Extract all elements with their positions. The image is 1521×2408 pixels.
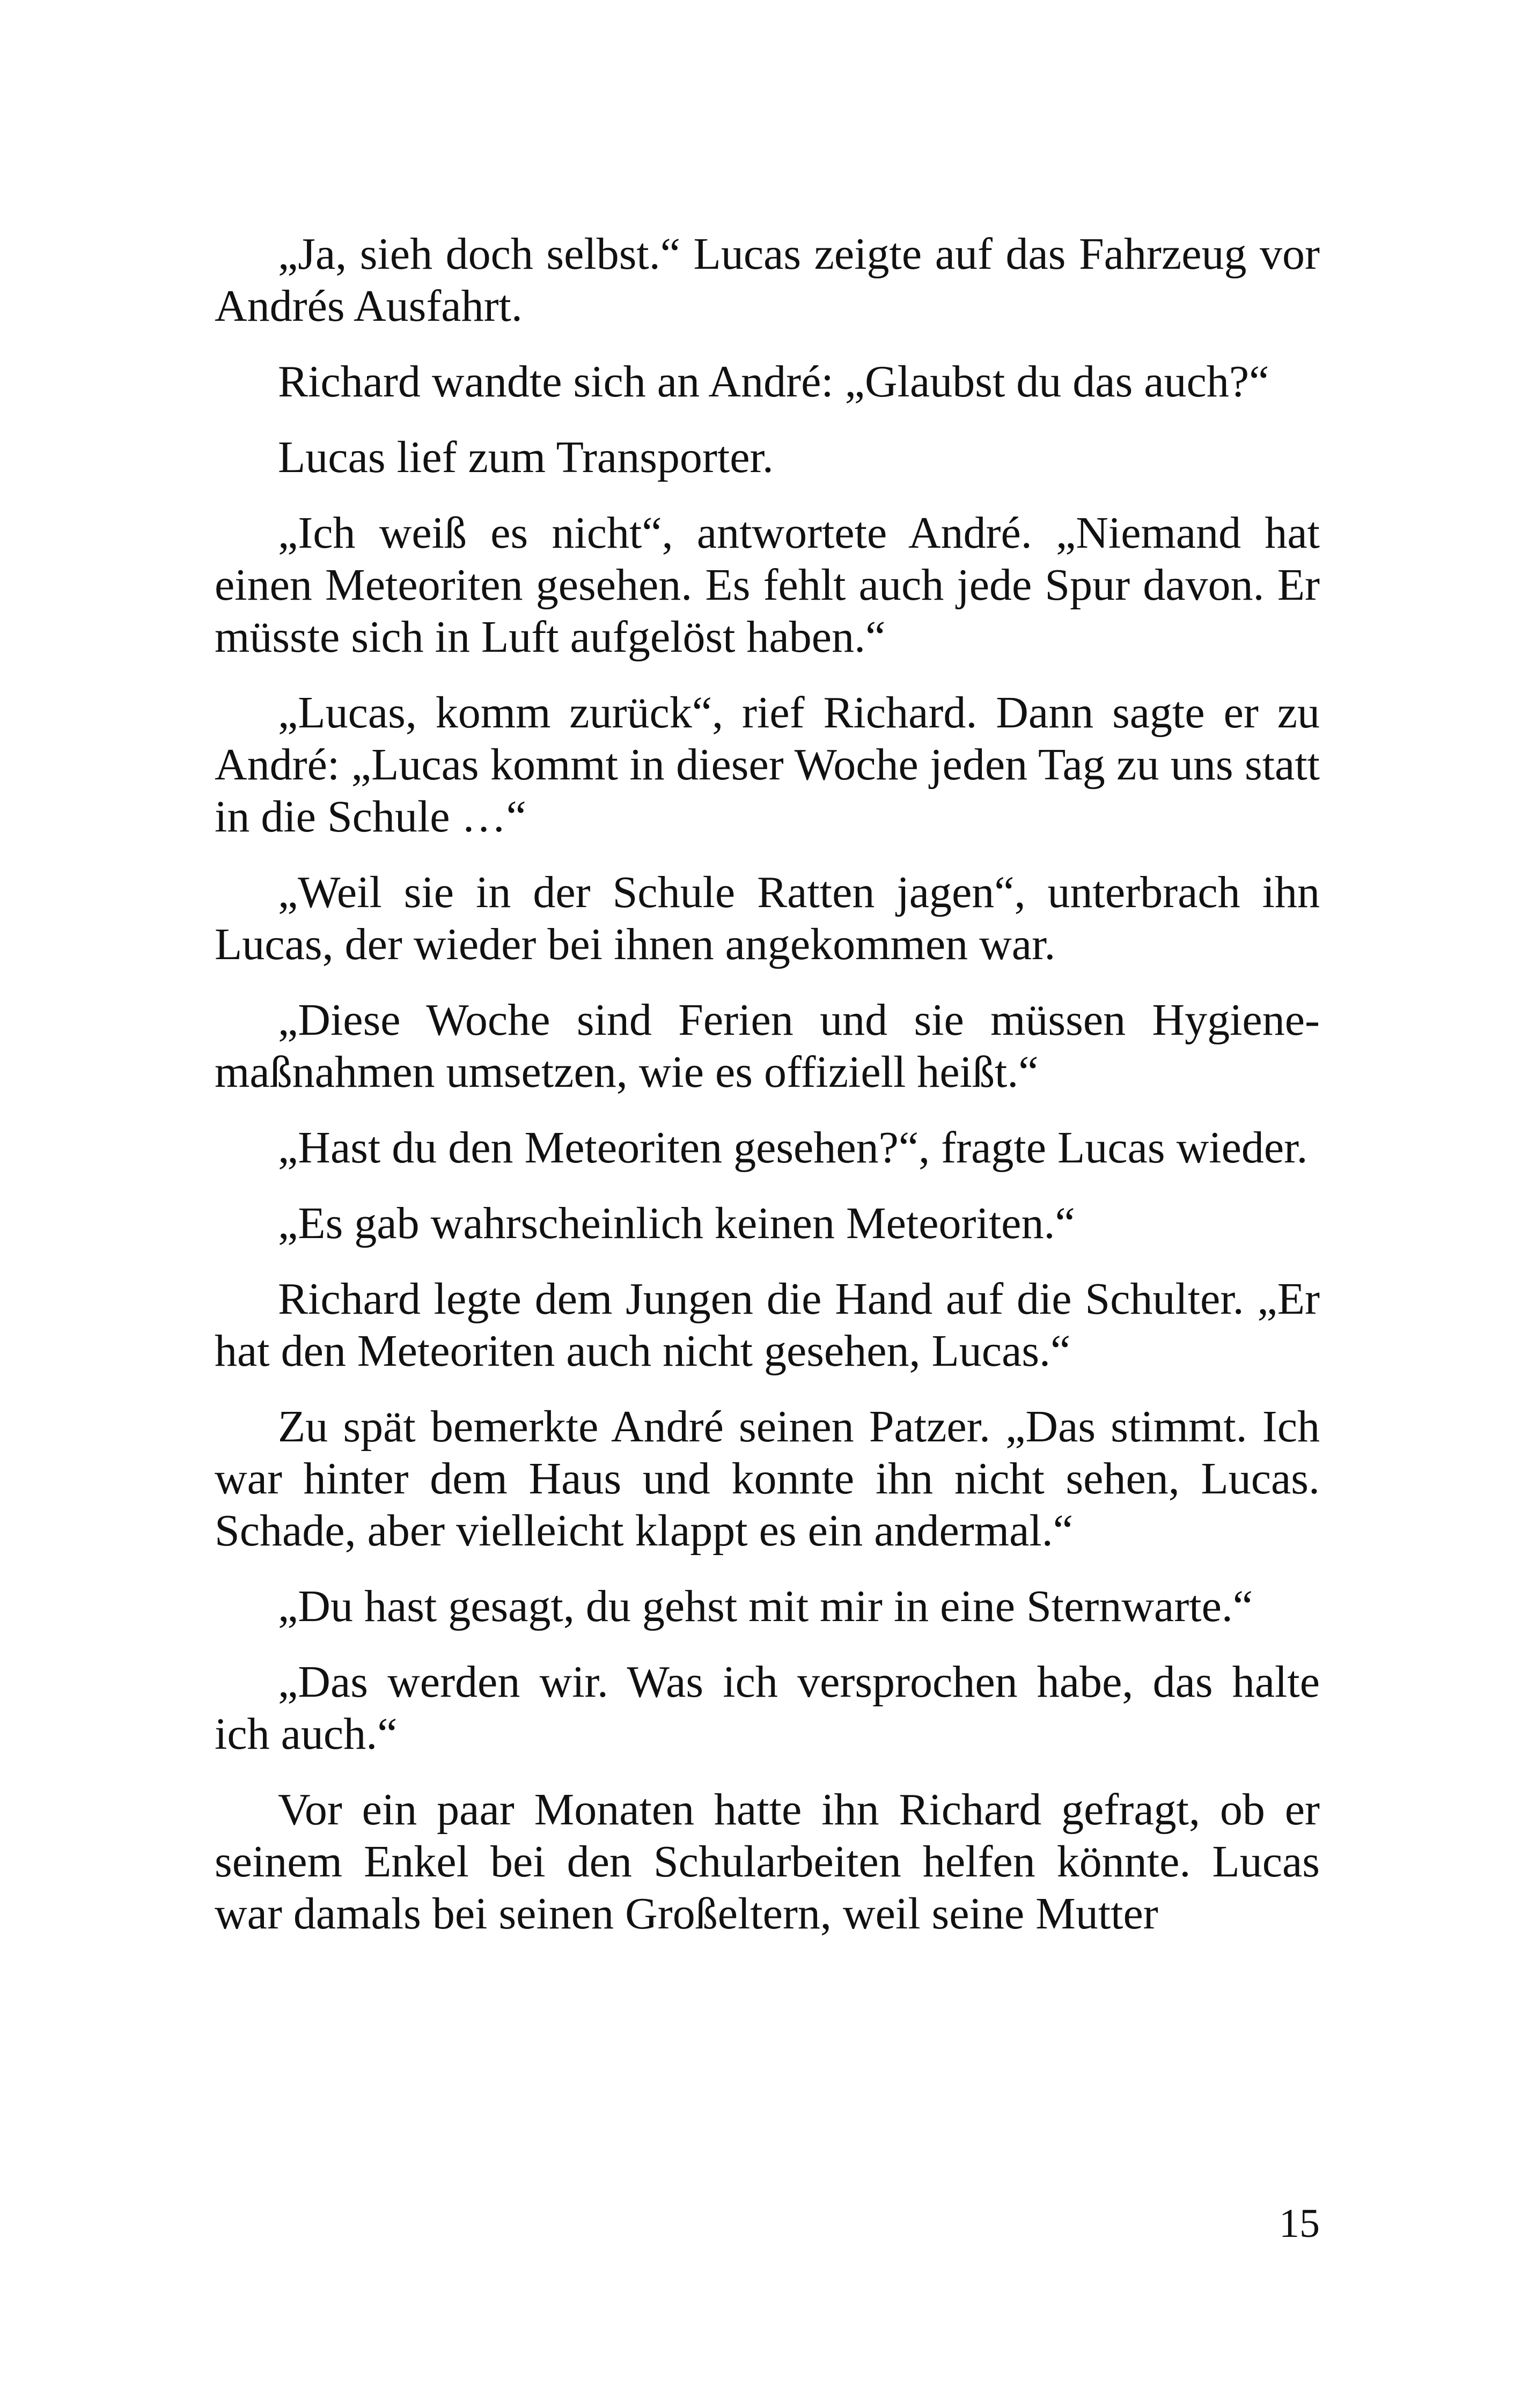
page-number: 15 [1279, 2201, 1320, 2246]
paragraph: „Weil sie in der Schule Ratten jagen“, unterbrach ihn Lucas, der wieder bei ihnen angekommen war. [215, 867, 1320, 969]
paragraph: „Hast du den Meteoriten gesehen?“, fragte Lucas wieder. [278, 1123, 1308, 1173]
paragraph: Lucas lief zum Transporter. [278, 432, 774, 482]
paragraph: „Lucas, komm zurück“, rief Richard. Dann sagte er zu André: „Lucas kommt in dieser Woche jeden Tag zu uns statt in die Schule …“ [215, 688, 1320, 842]
paragraph: Richard legte dem Jungen die Hand auf die Schulter. „Er hat den Meteoriten auch nicht gesehen, Lucas.“ [215, 1274, 1320, 1376]
paragraph: „Ja, sieh doch selbst.“ Lucas zeigte auf das Fahrzeug vor Andrés Ausfahrt. [215, 229, 1320, 331]
paragraph: „Es gab wahrscheinlich keinen Meteoriten.“ [278, 1198, 1075, 1248]
body-text [215, 228, 1320, 1963]
paragraph: „Diese Woche sind Ferien und sie müssen Hygienemaßnahmen umsetzen, wie es offiziell heißt.“ [215, 995, 1320, 1097]
paragraph: „Ich weiß es nicht“, antwortete André. „Niemand hat einen Meteoriten gesehen. Es fehlt auch jede Spur davon. Er müsste sich in Luft aufgelöst haben.“ [215, 508, 1320, 662]
paragraph: „Das werden wir. Was ich versprochen habe, das halte ich auch.“ [215, 1657, 1320, 1759]
paragraph: „Du hast gesagt, du gehst mit mir in eine Sternwarte.“ [278, 1581, 1253, 1631]
paragraph: Richard wandte sich an André: „Glaubst du das auch?“ [278, 357, 1269, 407]
paragraph: Zu spät bemerkte André seinen Patzer. „Das stimmt. Ich war hinter dem Haus und konnte ihn nicht sehen, Lucas. Schade, aber vielleicht klappt es ein andermal.“ [215, 1402, 1320, 1556]
paragraph: Vor ein paar Monaten hatte ihn Richard gefragt, ob er seinem Enkel bei den Schularbeiten helfen könnte. Lucas war damals bei seinen Großeltern, weil seine Mutter [215, 1785, 1320, 1939]
